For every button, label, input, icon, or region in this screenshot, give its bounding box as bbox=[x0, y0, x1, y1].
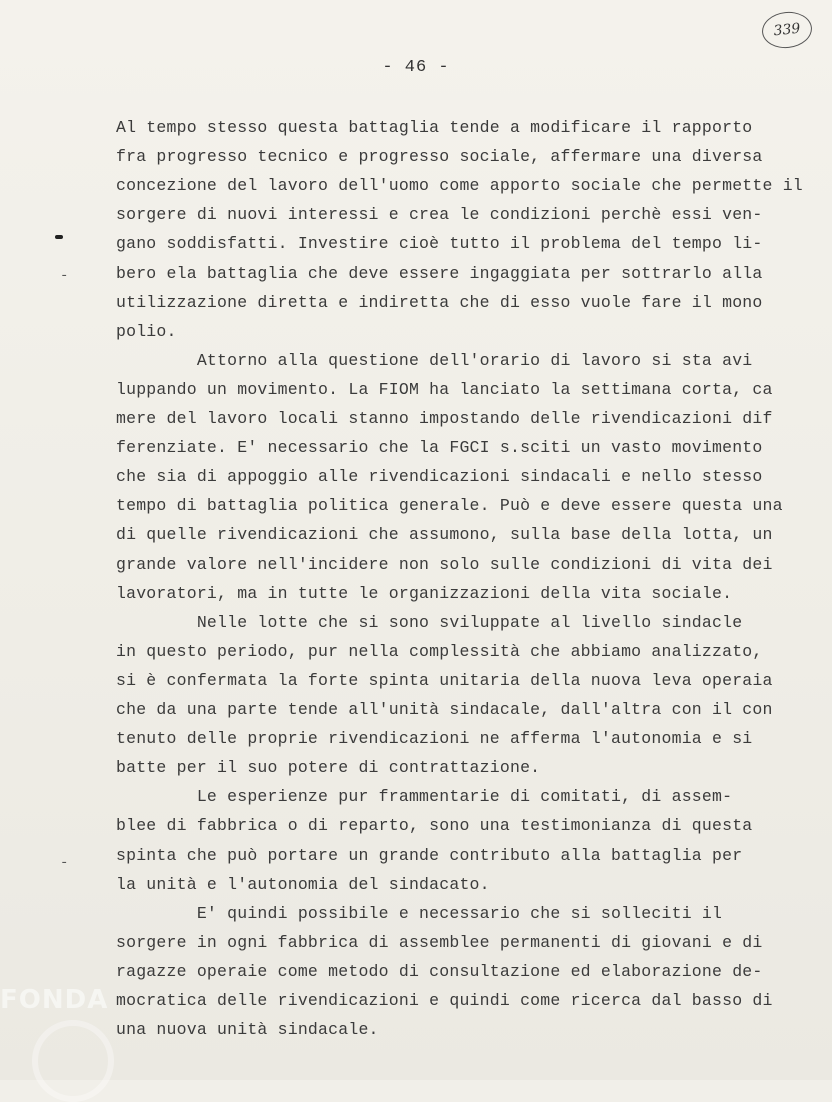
text-line: Attorno alla questione dell'orario di lavoro si sta avi bbox=[116, 350, 753, 370]
text-line: tenuto delle proprie rivendicazioni ne afferma l'autonomia e si bbox=[116, 729, 753, 749]
text-line: grande valore nell'incidere non solo sulle condizioni di vita dei bbox=[116, 554, 773, 574]
text-line: sorgere di nuovi interessi e crea le condizioni perchè essi ven- bbox=[116, 205, 763, 225]
margin-dot-mark bbox=[55, 235, 63, 239]
page-number: - 46 - bbox=[382, 58, 450, 77]
text-line: spinta che può portare un grande contributo alla battaglia per bbox=[116, 845, 743, 865]
text-line: lavoratori, ma in tutte le organizzazioni della vita sociale. bbox=[116, 583, 733, 603]
text-line: Al tempo stesso questa battaglia tende a modificare il rapporto bbox=[116, 118, 753, 137]
text-line: ferenziate. E' necessario che la FGCI s.sciti un vasto movimento bbox=[116, 438, 763, 458]
text-line: si è confermata la forte spinta unitaria della nuova leva operaia bbox=[116, 670, 773, 690]
text-line: utilizzazione diretta e indiretta che di esso vuole fare il mono bbox=[116, 292, 763, 312]
margin-tick-mark: - bbox=[60, 855, 69, 871]
text-line: concezione del lavoro dell'uomo come apporto sociale che permette il bbox=[116, 176, 803, 196]
watermark-logo: FONDA bbox=[0, 985, 109, 1015]
archive-number-stamp: 339 bbox=[760, 9, 813, 50]
text-line: che da una parte tende all'unità sindacale, dall'altra con il con bbox=[116, 700, 773, 719]
text-line: bero ela battaglia che deve essere ingaggiata per sottrarlo alla bbox=[116, 263, 763, 283]
text-line: la unità e l'autonomia del sindacato. bbox=[116, 874, 490, 894]
text-line: mere del lavoro locali stanno impostando delle rivendicazioni dif bbox=[116, 409, 773, 428]
text-line: in questo periodo, pur nella complessità che abbiamo analizzato, bbox=[116, 641, 763, 661]
text-line: mocratica delle rivendicazioni e quindi come ricerca dal basso di bbox=[116, 991, 773, 1010]
text-line: Nelle lotte che si sono sviluppate al livello sindacle bbox=[116, 612, 743, 632]
text-line: gano soddisfatti. Investire cioè tutto il problema del tempo li- bbox=[116, 234, 763, 254]
text-line: Le esperienze pur frammentarie di comitati, di assem- bbox=[116, 787, 733, 807]
margin-tick-mark: - bbox=[60, 268, 69, 284]
text-line: fra progresso tecnico e progresso sociale, affermare una diversa bbox=[116, 147, 763, 167]
text-line: batte per il suo potere di contrattazione. bbox=[116, 758, 541, 778]
text-line: che sia di appoggio alle rivendicazioni sindacali e nello stesso bbox=[116, 467, 763, 487]
text-line: di quelle rivendicazioni che assumono, sulla base della lotta, un bbox=[116, 525, 773, 545]
text-line: E' quindi possibile e necessario che si solleciti il bbox=[116, 903, 723, 923]
text-line: sorgere in ogni fabbrica di assemblee permanenti di giovani e di bbox=[116, 932, 763, 952]
text-line: una nuova unità sindacale. bbox=[116, 1020, 379, 1040]
text-line: luppando un movimento. La FIOM ha lanciato la settimana corta, ca bbox=[116, 379, 773, 399]
text-line: blee di fabbrica o di reparto, sono una testimonianza di questa bbox=[116, 816, 753, 836]
text-line: ragazze operaie come metodo di consultazione ed elaborazione de- bbox=[116, 961, 763, 981]
text-line: tempo di battaglia politica generale. Può e deve essere questa una bbox=[116, 496, 783, 516]
text-line: polio. bbox=[116, 321, 177, 341]
watermark-circle bbox=[32, 1020, 114, 1102]
